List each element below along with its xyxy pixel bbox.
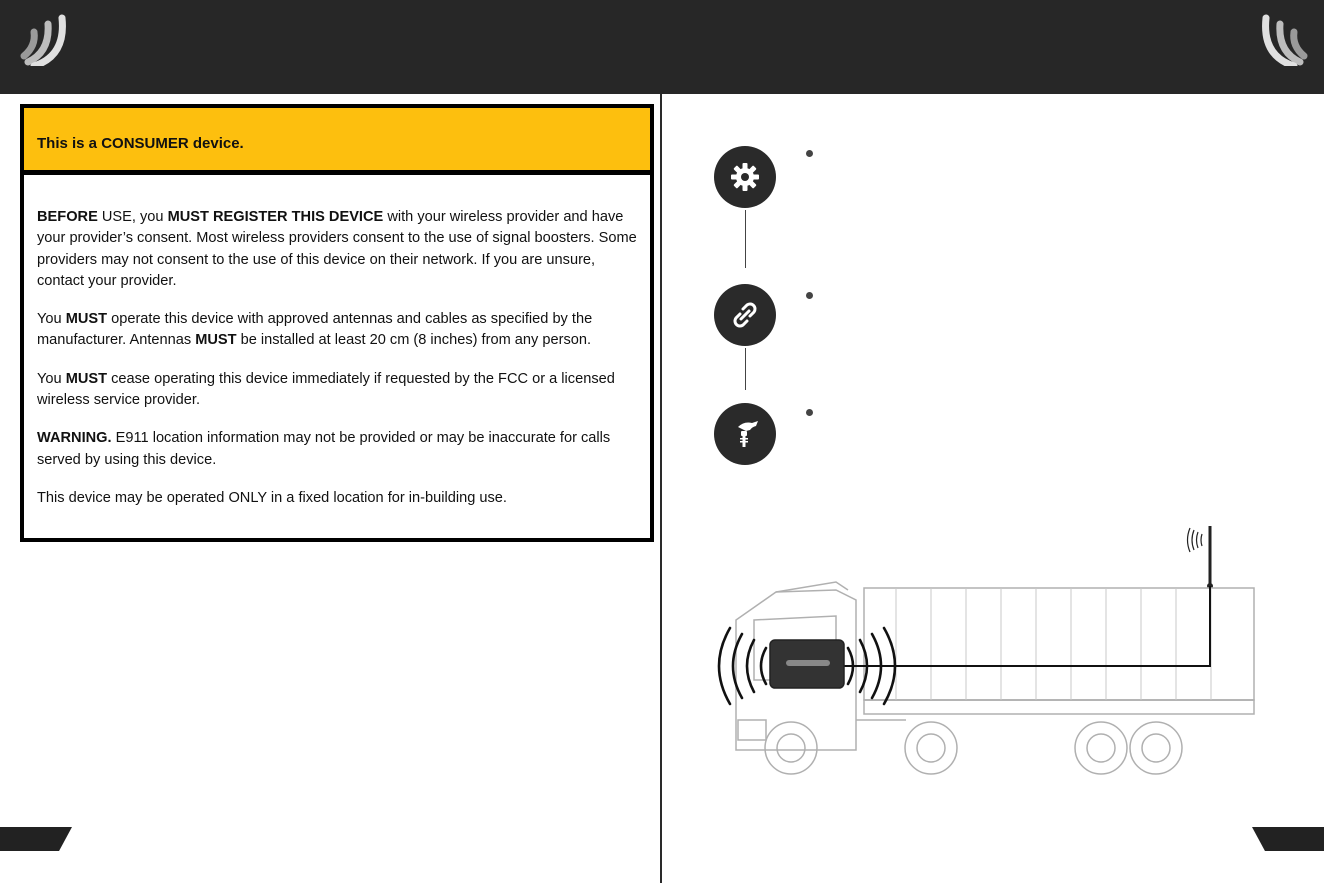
gear-icon: [729, 161, 761, 193]
signal-booster-unit: [770, 640, 844, 688]
antenna-cable: [836, 586, 1210, 666]
screwdriver-hand-icon: [728, 417, 762, 451]
step-connector-2: [745, 348, 746, 390]
step-gear-circle: [714, 146, 776, 208]
outside-antenna-signal-icon: [1188, 528, 1203, 552]
page-header: [0, 0, 1324, 94]
notice-header-band: [24, 108, 650, 175]
truck-wheels: [765, 722, 1182, 774]
step-install-circle: [714, 403, 776, 465]
step-3-bullet: [806, 409, 813, 416]
link-icon: [730, 300, 760, 330]
page-number-tab-right: [1252, 827, 1324, 851]
notice-paragraph-antennas: You MUST operate this device with approved antennas and cables as specified by the manufacturer. Antennas MUST be installed at least 20 cm (8 inches) from any person.: [37, 311, 593, 349]
step-2-bullet: [806, 292, 813, 299]
notice-paragraph-fixed-location: This device may be operated ONLY in a fixed location for in-building use.: [37, 489, 507, 506]
step-link-circle: [714, 284, 776, 346]
page-number-tab-left: [0, 827, 72, 851]
truck-booster-illustration: [716, 520, 1276, 780]
trailer: [864, 588, 1254, 714]
signal-waves-left-icon: [18, 12, 74, 66]
notice-paragraph-register: BEFORE USE, you MUST REGISTER THIS DEVICE with your wireless provider and have your provider’s consent. Most wireless providers consent to the use of signal boosters. Some providers may not consent to the use of this device on their network. If you are unsure, contact your provider.: [37, 209, 637, 289]
notice-paragraph-cease: You MUST cease operating this device immediately if requested by the FCC or a licensed wireless service provider.: [37, 370, 615, 409]
step-1-bullet: [806, 150, 813, 157]
notice-body: [37, 207, 643, 526]
fcc-notice-box: [20, 104, 654, 542]
notice-paragraph-warning: WARNING. E911 location information may not be provided or may be inaccurate for calls served by using this device.: [37, 430, 611, 468]
inside-signal-left-icon: [719, 628, 766, 704]
notice-title: This is a CONSUMER device.: [37, 135, 244, 152]
step-connector-1: [745, 210, 746, 268]
page-divider: [660, 94, 662, 883]
signal-waves-right-icon: [1254, 12, 1310, 66]
